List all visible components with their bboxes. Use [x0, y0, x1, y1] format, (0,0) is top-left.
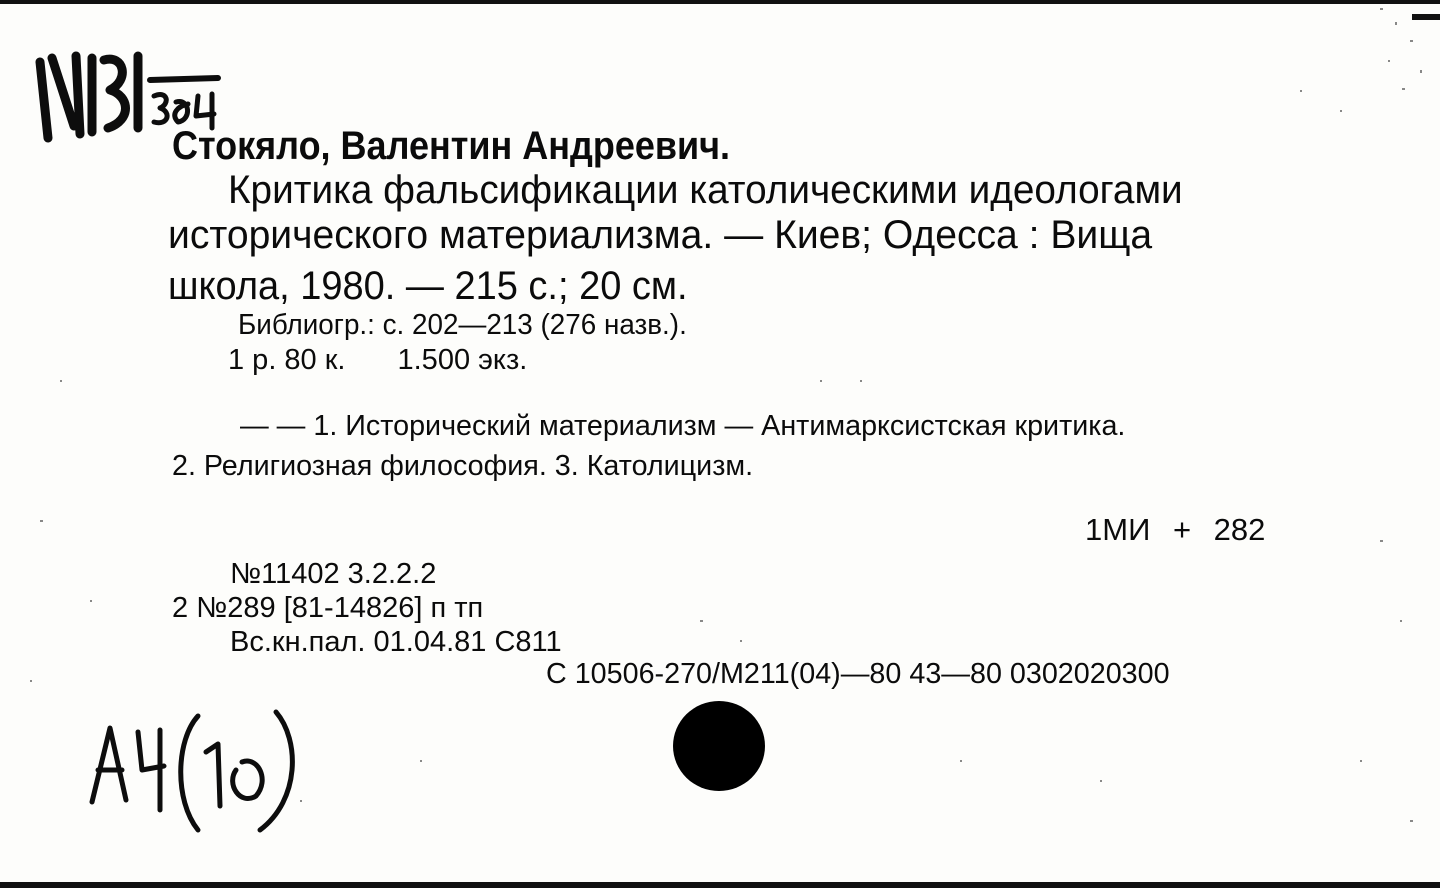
- title-line-2: исторического материализма. — Киев; Одесса : Вища: [168, 213, 1153, 257]
- title-line-1: Критика фальсификации католическими идеологами: [228, 168, 1183, 212]
- registry-line-2: 2 №289 [81-14826] п тп: [172, 592, 484, 624]
- print-run: 1.500 экз.: [397, 344, 528, 376]
- price-line: [228, 346, 527, 375]
- title-line-3: школа, 1980. — 215 с.; 20 см.: [168, 264, 688, 308]
- registry-line-4: С 10506-270/М211(04)—80 43—80 0302020300: [546, 658, 1170, 690]
- registry-line-3: Вс.кн.пал. 01.04.81 С811: [230, 626, 562, 658]
- bibliography-note: Библиогр.: с. 202—213 (276 назв.).: [238, 309, 687, 341]
- classification-code: 1МИ + 282: [1085, 512, 1266, 547]
- handwritten-shelf-mark: [92, 712, 292, 830]
- registry-line-1: №11402 3.2.2.2: [230, 558, 437, 590]
- author-heading: Стокяло, Валентин Андреевич.: [172, 124, 731, 168]
- subject-headings-line-2: 2. Религиозная философия. 3. Католицизм.: [172, 450, 754, 482]
- price: 1 р. 80 к.: [228, 344, 346, 376]
- subject-headings-line-1: — — 1. Исторический материализм — Антимарксистская критика.: [240, 410, 1126, 442]
- punch-hole: [673, 701, 765, 791]
